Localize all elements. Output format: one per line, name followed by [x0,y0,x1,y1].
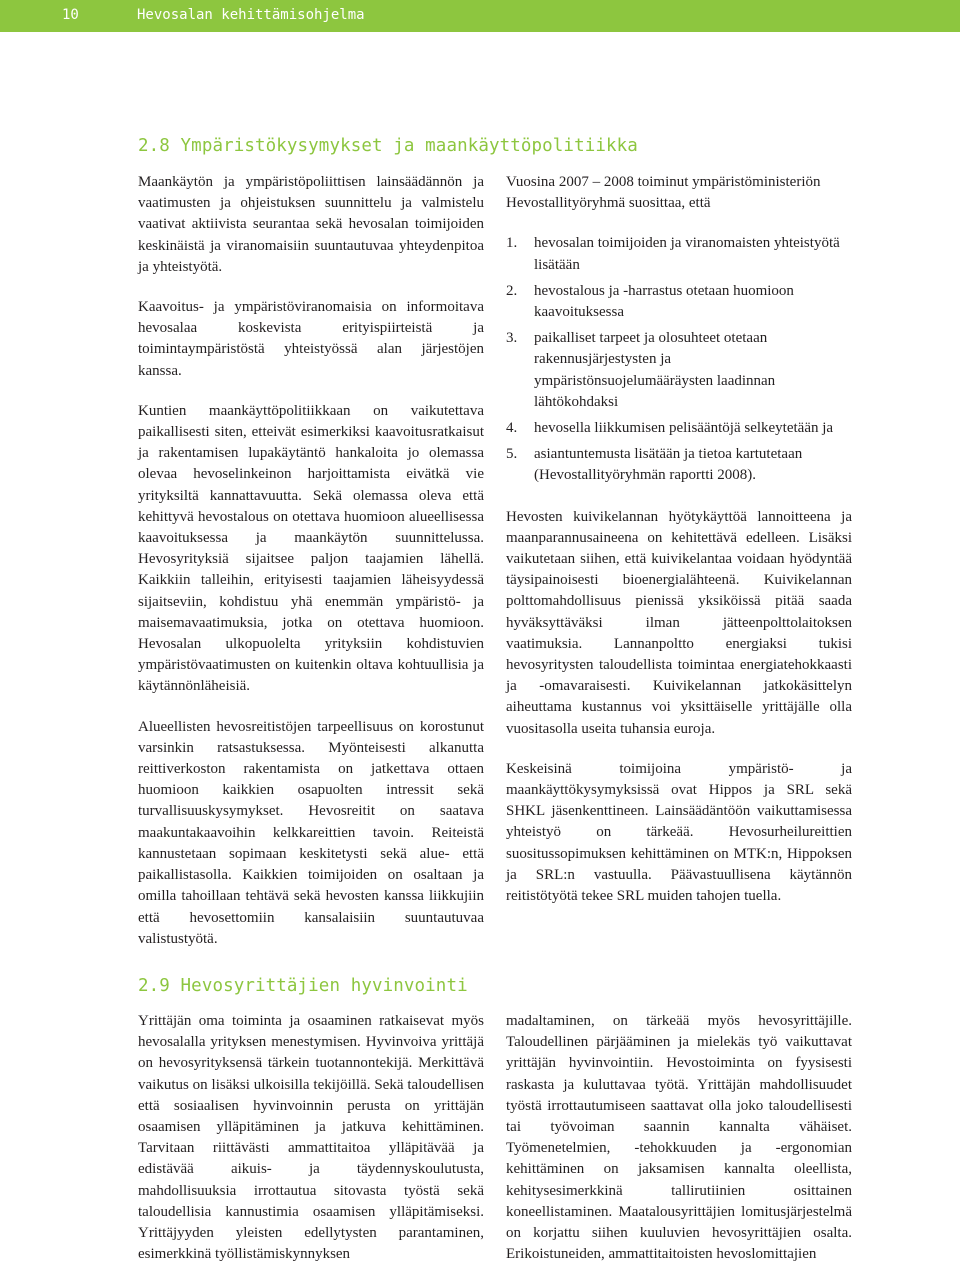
list-item [506,444,852,486]
paragraph: Alueellisten hevosreitistöjen tarpeellisuus on korostunut varsinkin ratsastuksessa. Myönteisesti alkanutta reittiverkoston rakentamista on jatkettava ottaen huomioon kaikkien osapuolten intressit sekä turvallisuuskysymykset. Hevosreitit on saatava maakuntakaavoihin kelkkareittien tavoin. Reiteistä kannustetaan sopimaan keskitetysti sekä alue- että paikallistasolla. Kaikkien toimijoiden on osaltaan ja omilla tahoillaan tehtävä sekä hevosten kanssa liikkujiin että hevosettomiin kansalaisiin suuntautuvaa valistustyötä. [138,718,484,947]
paragraph: Kuntien maankäyttöpolitiikkaan on vaikutettava paikallisesti siten, etteivät esimerkiksi kaavoitusratkaisut ja rakentamisen lupakäytäntö hankaloita jo olemassa olevaa hevoselinkeinon harjoittamista eivätkä vie yrityksiltä kannattavuutta. Sekä olemassa oleva että kehittyvä hevostalous on otettava huomioon alueellisessa kaavoituksessa ja maankäytön suunnittelussa. Hevosyrityksiä sijaitsee paljon taajamien lähellä. Kaikkiin talleihin, erityisesti taajamien läheisyydessä sijaitseviin, kohdistuu yhä enemmän ympäristö- ja maisemavaatimuksia, jotka on otettava huomioon. Hevosalan ulkopuolelta yrityksiin kohdistuvien ympäristövaatimusten on kuitenkin oltava kohtuullisia ja käytännönläheisiä. [138,402,484,695]
list-text: hevosalan toimijoiden ja viranomaisten yhteistyötä lisätään [534,235,840,273]
page-number: 10 [62,7,79,23]
section-heading-2-9: 2.9 Hevosyrittäjien hyvinvointi [138,976,468,996]
recommendations-list [506,233,852,486]
list-item [506,233,852,275]
paragraph: Hevosten kuivikelannan hyötykäyttöä lannoitteena ja maanparannusaineena on kehitettävä edelleen. Lisäksi vaikutetaan siihen, että kuivikelantaa voidaan hyödyntää täysipainoisesti bioenergialähteenä. Kuivikelannan polttomahdollisuus pienissä yksiköissä pitää saada hyväksyttäväksi ilman jätteenpolttolaitoksen vaatimuksia. Lannanpoltto energiaksi tukisi hevosyritysten taloudellista toimintaa energiatehokkaasti ja -omavaraisesti. Kuivikelannan jatkokäsittelyn aiheuttama kustannus voi yksittäiselle yrittäjälle olla vuositasolla useita tuhansia euroja. [506,508,852,737]
list-number: 1. [506,235,518,252]
publication-title: Hevosalan kehittämisohjelma [137,7,365,23]
list-item [506,281,852,323]
list-text: paikalliset tarpeet ja olosuhteet otetaan rakennusjärjestysten ja ympäristönsuojelumääräysten laadinnan lähtökohdaksi [534,330,776,410]
section-2-9-right-column [506,1011,852,1284]
paragraph: Maankäytön ja ympäristöpoliittisen lainsäädännön ja vaatimusten ja ohjeistuksen suunnittelu ja valmistelu vaativat aktiivista seurantaa sekä hevosalan toimijoiden keskinäistä ja viranomaisiin suuntautuvaa yhteydenpitoa ja yhteistyötä. [138,174,484,275]
section-2-9-left-column [138,1011,484,1284]
paragraph: Kaavoitus- ja ympäristöviranomaisia on informoitava hevosalaa koskevista erityispiirteistä ja toimintaympäristöstä yhteistyössä alan järjestöjen kanssa. [138,299,484,379]
list-text: asiantuntemusta lisätään ja tietoa kartutetaan (Hevostallityöryhmän raportti 2008). [534,446,803,484]
section-2-8-left-column [138,172,484,969]
paragraph: Yrittäjän oma toiminta ja osaaminen ratkaisevat myös hevosalalla yrityksen menestymisen. Hyvinvoiva yrittäjä on hevosyrityksensä tärkein tuotannontekijä. Merkittävä vaikutus on lisäksi ulkoisilla tekijöillä. Sekä taloudellisen että sosiaalisen hyvinvoinnin perusta on yrittäjän osaamisen ylläpitäminen ja jatkuva kehittäminen. Tarvitaan riittävästi ammattitaitoa ylläpitävää ja edistävää aikuis- ja täydennyskoulutusta, mahdollisuuksia irrottautua sitovasta työstä sekä taloudellisia kannustimia osaamisen ylläpitämiseksi. Yrittäjyyden yleisten edellytysten parantaminen, esimerkkinä työllistämiskynnyksen [138,1013,484,1263]
recommendations-intro: Vuosina 2007 – 2008 toiminut ympäristöministeriön Hevostallityöryhmä suosittaa, että [506,174,821,212]
paragraph: Keskeisinä toimijoina ympäristö- ja maankäyttökysymyksissä ovat Hippos ja SRL sekä SHKL jäsenkenttineen. Lainsäädäntöön vaikuttamisessa yhteistyö on tärkeää. Hevosurheilureittien suositussopimuksen kehittäminen on MTK:n, Hippoksen ja SRL:n vastuulla. Päävastuullisena käytännön reitistötyötä tekee SRL muiden tahojen tuella. [506,760,852,905]
section-2-8-right-column [506,172,852,926]
list-number: 5. [506,446,518,463]
running-header [0,0,960,32]
list-item [506,328,852,413]
list-number: 2. [506,282,518,299]
list-item [506,418,852,439]
list-number: 4. [506,420,518,437]
section-heading-2-8: 2.8 Ympäristökysymykset ja maankäyttöpolitiikka [138,136,638,156]
list-number: 3. [506,330,518,347]
list-text: hevostalous ja -harrastus otetaan huomioon kaavoituksessa [534,282,794,321]
list-text: hevosella liikkumisen pelisääntöjä selkeytetään ja [534,420,834,437]
paragraph: madaltaminen, on tärkeää myös hevosyrittäjille. Taloudellinen pärjääminen ja mielekäs työ vaikuttavat yrittäjän hyvinvointiin. Hevostoiminta on fyysisesti raskasta ja kuluttavaa työtä. Yrittäjän mahdollisuudet työstä irrottautumiseen saattavat olla joko taloudellisesti tai työvoiman saannin kannalta vähäiset. Työmenetelmien, -tehokkuuden ja -ergonomian kehittäminen on jaksamisen kannalta oleellista, kehitysesimerkkinä tallirutiinien osittainen koneellistaminen. Maatalousyrittäjien lomitusjärjestelmä on korjattu siihen kuuluvien hevosyrittäjien osalta. Erikoistuneiden, ammattitaitoisten hevoslomittajien [506,1013,852,1263]
